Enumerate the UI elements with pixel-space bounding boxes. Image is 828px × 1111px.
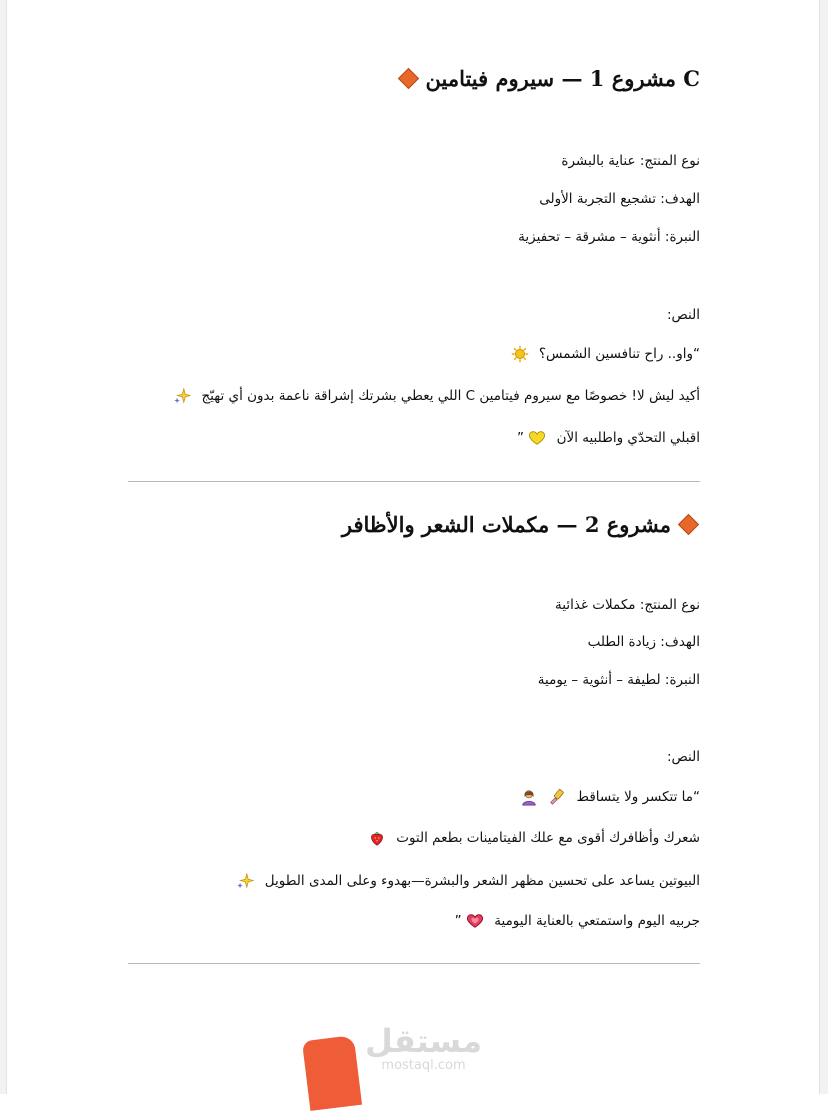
sun-icon — [511, 345, 529, 363]
project1-tone: النبرة: أنثوية – مشرقة – تحفيزية — [518, 229, 700, 245]
section-divider — [128, 481, 700, 482]
project2-line-2: شعرك وأظافرك أقوى مع علك الفيتامينات بطعم التوت — [368, 829, 700, 847]
project2-line-1: “ما تتكسر ولا يتساقط — [520, 788, 700, 806]
diamond-icon — [678, 514, 699, 535]
strawberry-icon — [368, 829, 386, 847]
page-edge-left — [0, 0, 7, 1094]
page-edge-right — [819, 0, 828, 1094]
watermark-url: mostaql.com — [381, 1058, 466, 1073]
section-divider — [128, 963, 700, 964]
nail-polish-icon — [548, 788, 566, 806]
watermark-logo-text: مستقل — [365, 1022, 483, 1060]
woman-gesturing-icon — [520, 788, 538, 806]
diamond-icon — [397, 68, 418, 89]
project2-goal: الهدف: زيادة الطلب — [587, 634, 700, 650]
sparkles-icon — [236, 872, 254, 890]
project1-line-3: اقبلي التحدّي واطلبيه الآن ” — [516, 430, 700, 446]
project2-title: مشروع 2 — مكملات الشعر والأظافر — [342, 512, 700, 537]
yellow-heart-icon — [528, 429, 546, 447]
watermark — [365, 1023, 482, 1073]
project2-line-3: البيوتين يساعد على تحسين مظهر الشعر والبشرة—بهدوء وعلى المدى الطويل — [236, 872, 700, 890]
project1-line-1: “واو.. راح تنافسين الشمس؟ — [511, 345, 700, 363]
project2-product-type: نوع المنتج: مكملات غذائية — [555, 597, 700, 613]
project2-line-4: جربيه اليوم واستمتعي بالعناية اليومية ” — [454, 913, 700, 929]
project2-text-label: النص: — [666, 749, 700, 765]
project1-product-type: نوع المنتج: عناية بالبشرة — [561, 153, 700, 169]
project1-line-2: أكيد ليش لا! خصوصًا مع سيروم فيتامين C اللي يعطي بشرتك إشراقة ناعمة بدون أي تهيّج — [173, 387, 700, 405]
growing-heart-icon — [466, 912, 484, 930]
project1-title: C مشروع 1 — سيروم فيتامين — [397, 66, 701, 91]
marker-cap-graphic — [302, 1035, 362, 1111]
sparkles-icon — [173, 387, 191, 405]
project1-goal: الهدف: تشجيع التجربة الأولى — [539, 191, 700, 207]
project2-tone: النبرة: لطيفة – أنثوية – يومية — [537, 672, 700, 688]
project1-text-label: النص: — [666, 307, 700, 323]
